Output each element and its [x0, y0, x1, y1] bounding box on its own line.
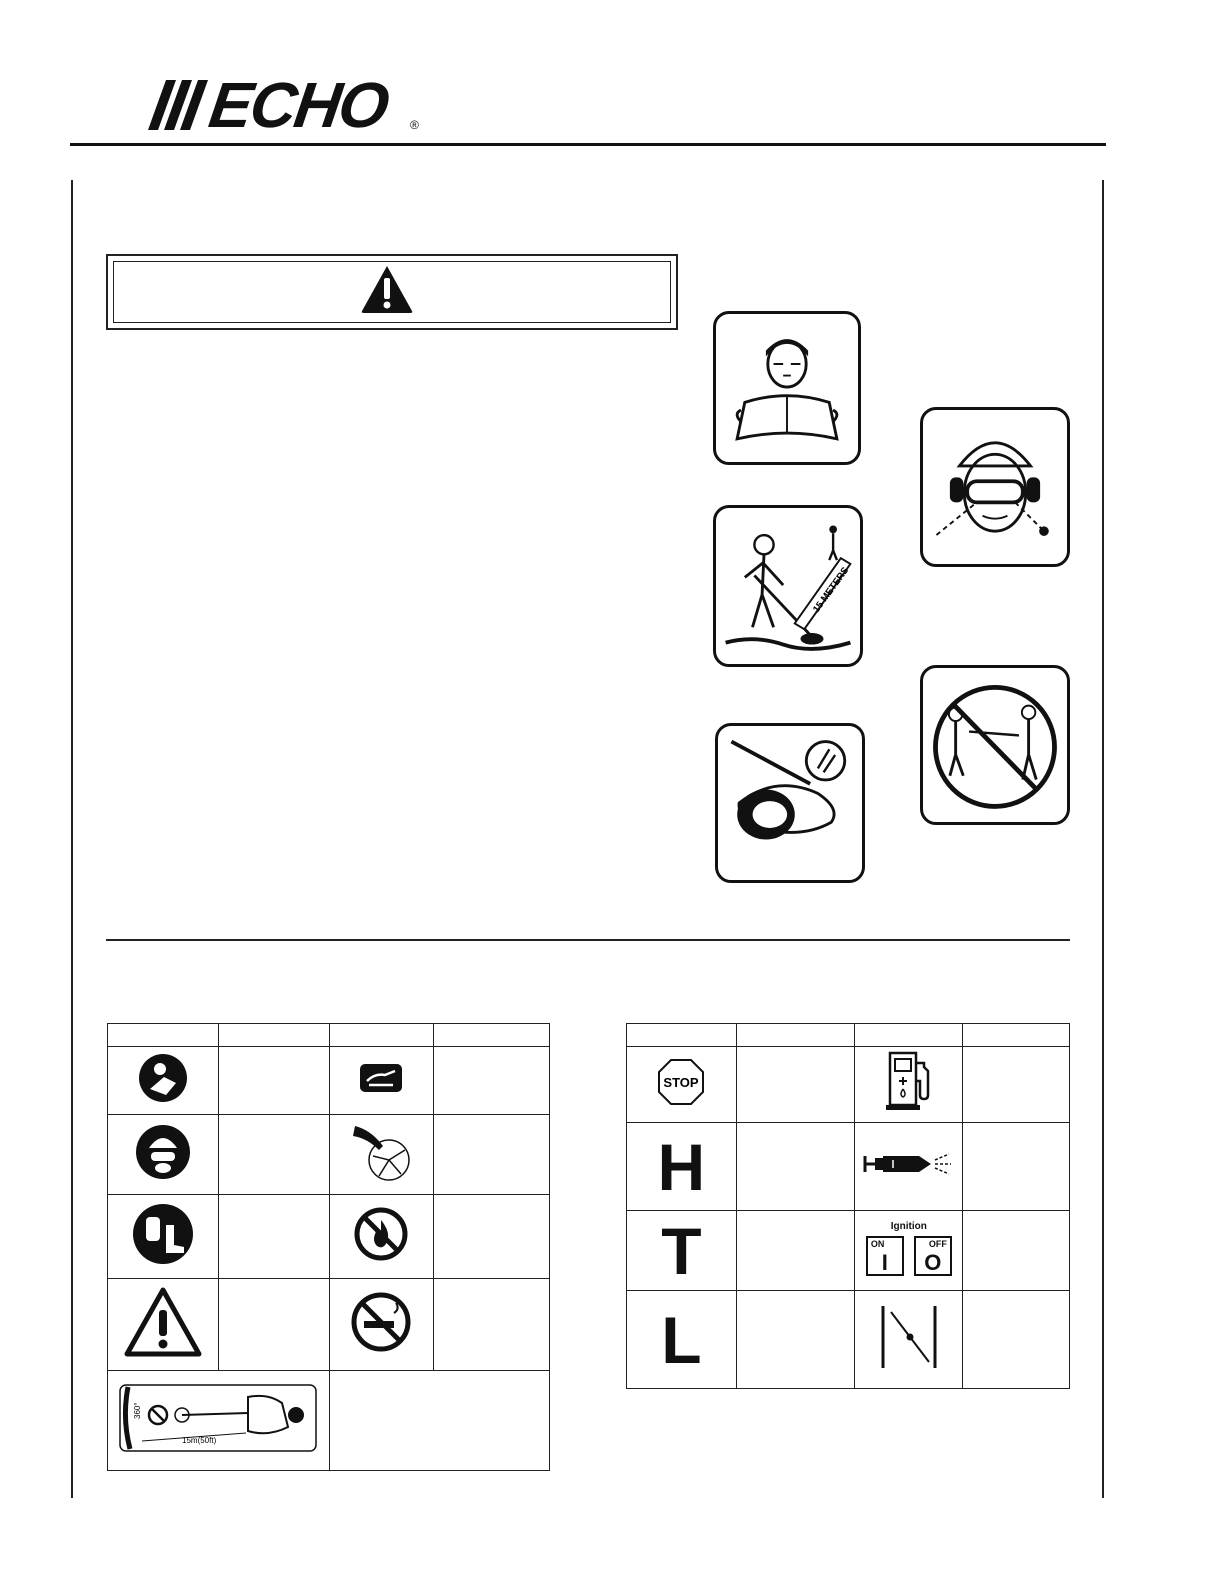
symbol-cell — [329, 1279, 433, 1371]
symbol-cell — [329, 1047, 433, 1115]
header-rule — [70, 143, 1106, 146]
gloves-boots-icon — [132, 1203, 194, 1265]
read-manual-illustration — [713, 311, 861, 465]
description-cell — [736, 1047, 855, 1123]
symbol-cell — [627, 1047, 737, 1123]
warning-triangle-icon — [123, 1286, 203, 1358]
symbol-cell — [855, 1123, 963, 1211]
left-margin-rule — [71, 180, 73, 1498]
description-cell-wide — [329, 1371, 549, 1471]
symbol-cell — [108, 1195, 219, 1279]
section-rule — [106, 939, 1070, 941]
angle-label: 360° — [133, 1402, 143, 1419]
high-speed-letter: H — [657, 1129, 706, 1204]
registered-mark: ® — [410, 118, 419, 132]
table-row — [108, 1279, 550, 1371]
helmet-goggles-icon — [923, 410, 1067, 564]
distance-label: 15 METERS — [811, 565, 852, 615]
table-header-row — [108, 1024, 550, 1047]
header-cell-symbol — [855, 1024, 963, 1047]
symbol-cell — [627, 1211, 737, 1291]
table-row — [108, 1195, 550, 1279]
ignition-off-switch — [914, 1236, 952, 1276]
header-cell-description — [218, 1024, 329, 1047]
shield-hand-illustration — [715, 723, 865, 883]
symbol-cell — [329, 1115, 433, 1195]
description-cell — [433, 1115, 549, 1195]
left-symbol-table — [107, 1023, 550, 1471]
symbol-cell — [329, 1195, 433, 1279]
echo-logo — [148, 69, 428, 141]
description-cell — [736, 1211, 855, 1291]
description-cell — [218, 1047, 329, 1115]
symbol-cell-wide — [108, 1371, 330, 1471]
stop-sign-icon — [657, 1058, 705, 1106]
header-cell-description — [433, 1024, 549, 1047]
keep-distance-15-meters-illustration — [713, 505, 863, 667]
description-cell — [736, 1291, 855, 1389]
header-cell-symbol — [627, 1024, 737, 1047]
symbol-cell — [627, 1291, 737, 1389]
table-row — [108, 1047, 550, 1115]
thrown-object-icon — [359, 1063, 403, 1093]
eye-ear-protection-illustration — [920, 407, 1070, 567]
symbol-cell — [627, 1123, 737, 1211]
idle-speed-letter: T — [661, 1213, 702, 1288]
header-cell-symbol — [108, 1024, 219, 1047]
ignition-switch-icon — [866, 1221, 952, 1276]
description-cell — [433, 1195, 549, 1279]
table-header-row — [627, 1024, 1070, 1047]
logo-wordmark: ECHO — [204, 69, 392, 141]
table-row — [108, 1371, 550, 1471]
table-row — [627, 1211, 1070, 1291]
header-cell-symbol — [329, 1024, 433, 1047]
read-manual-icon — [138, 1053, 188, 1103]
ignition-on-switch — [866, 1236, 904, 1276]
table-row — [627, 1291, 1070, 1389]
no-smoking-icon — [350, 1291, 412, 1353]
no-bystanders-icon — [923, 668, 1067, 822]
off-label: OFF — [928, 1238, 947, 1249]
right-symbol-table — [626, 1023, 1070, 1389]
stop-label: STOP — [663, 1075, 699, 1090]
ignition-label: Ignition — [890, 1220, 927, 1232]
description-cell — [218, 1195, 329, 1279]
header-cell-description — [736, 1024, 855, 1047]
no-fire-icon — [353, 1206, 409, 1262]
table-row — [108, 1115, 550, 1195]
symbol-cell — [855, 1291, 963, 1389]
table-row — [627, 1123, 1070, 1211]
safe-distance-diagram-icon — [118, 1383, 318, 1453]
header-cell-description — [963, 1024, 1070, 1047]
operator-distance-icon — [716, 508, 860, 664]
symbol-cell — [108, 1047, 219, 1115]
on-symbol: I — [881, 1249, 888, 1275]
distance-label: 15m(50ft) — [182, 1436, 217, 1445]
description-cell — [433, 1279, 549, 1371]
symbol-cell — [855, 1211, 963, 1291]
primer-injection-icon — [863, 1150, 955, 1178]
on-label: ON — [870, 1238, 885, 1249]
description-cell — [963, 1211, 1070, 1291]
guard-hand-icon — [718, 726, 862, 880]
head-eye-ear-protection-icon — [135, 1124, 191, 1180]
description-cell — [218, 1115, 329, 1195]
table-row — [627, 1047, 1070, 1123]
symbol-cell — [108, 1115, 219, 1195]
description-cell — [963, 1123, 1070, 1211]
warning-banner — [106, 254, 678, 330]
no-bystanders-illustration — [920, 665, 1070, 825]
description-cell — [218, 1279, 329, 1371]
description-cell — [963, 1047, 1070, 1123]
ignition-buttons — [866, 1236, 952, 1276]
description-cell — [963, 1291, 1070, 1389]
low-speed-letter: L — [661, 1302, 702, 1377]
cutting-line-hand-icon — [349, 1120, 413, 1184]
warning-triangle-icon — [360, 264, 414, 314]
description-cell — [433, 1047, 549, 1115]
choke-icon — [877, 1304, 941, 1370]
description-cell — [736, 1123, 855, 1211]
off-symbol: O — [924, 1249, 942, 1275]
person-reading-icon — [716, 314, 858, 462]
right-margin-rule — [1102, 180, 1104, 1498]
fuel-pump-icon — [884, 1051, 934, 1113]
symbol-cell — [108, 1279, 219, 1371]
symbol-cell — [855, 1047, 963, 1123]
